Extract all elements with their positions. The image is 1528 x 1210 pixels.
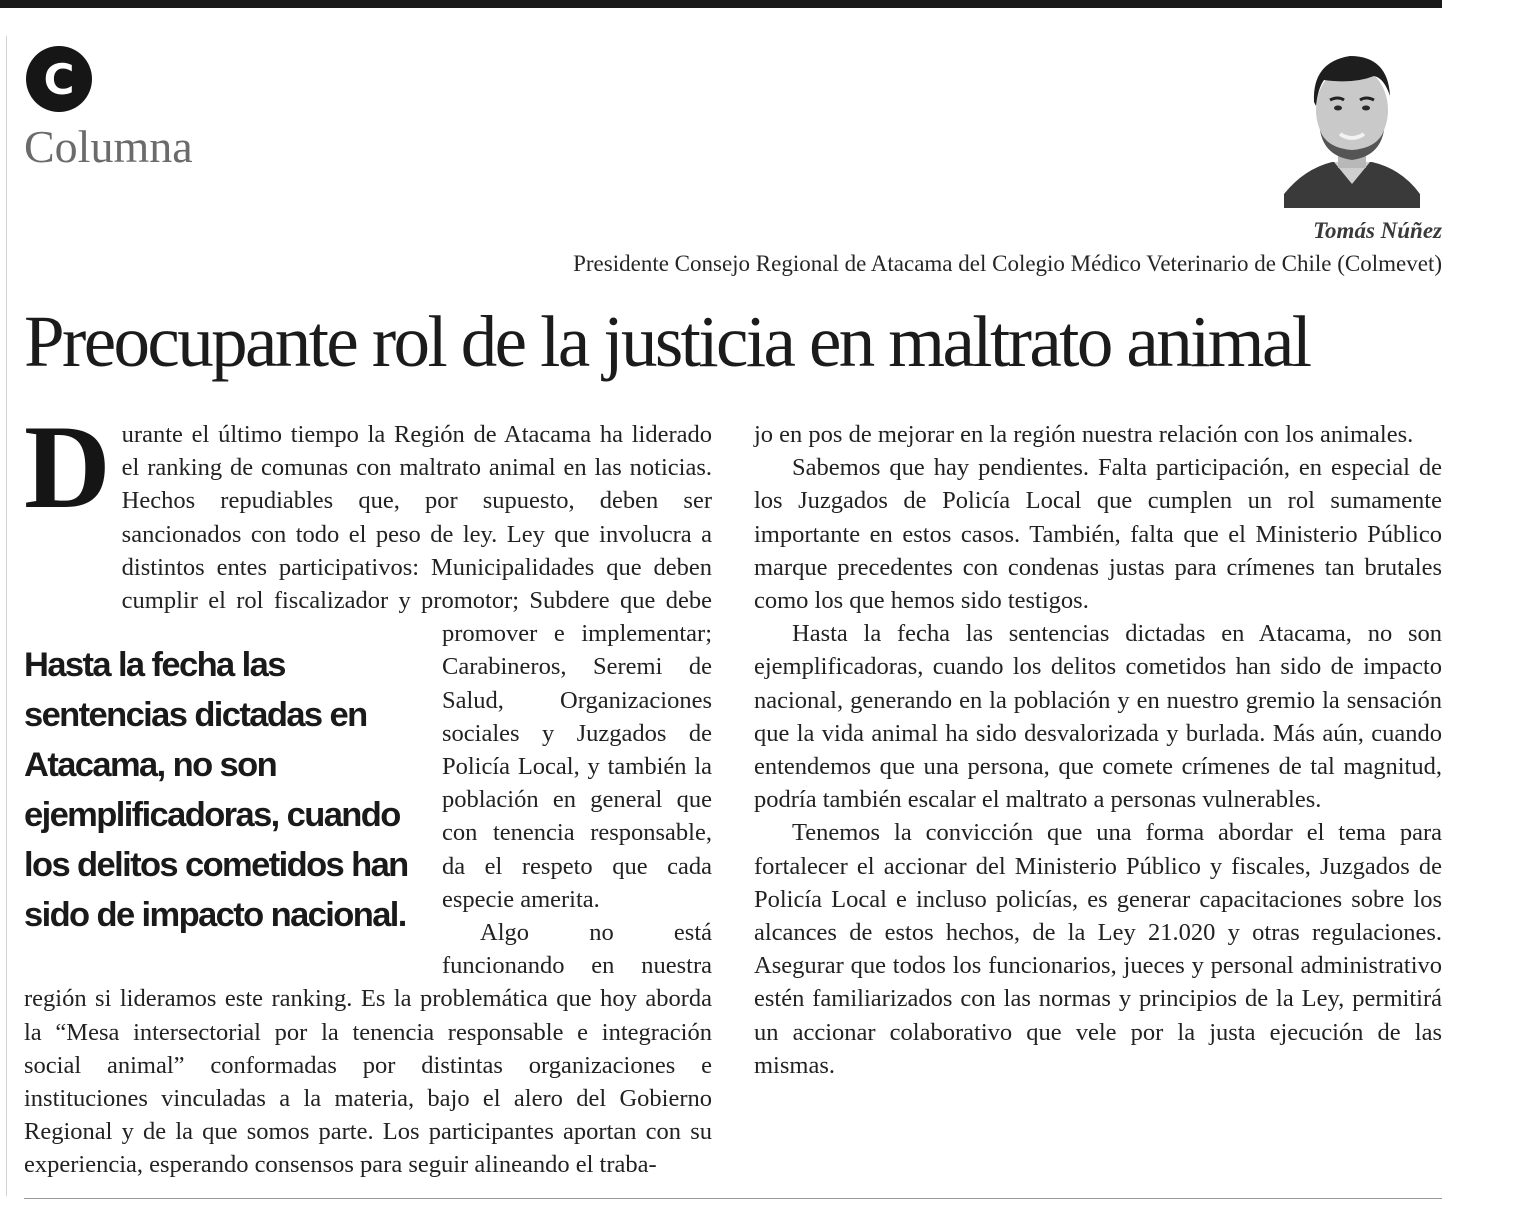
- headline: Preocupante rol de la justicia en maltrato animal: [24, 301, 1310, 382]
- body-paragraph: Hasta la fecha las sentencias dictadas en Atacama, no son ejemplificadoras, cuando los delitos cometidos han sido de impacto nacional, generando en la población y en nuestro gremio la sensación que la vida animal ha sido desvalorizada y burlada. Más aún, cuando entendemos que una persona, que comete crímenes de tal magnitud, podría también escalar el maltrato a personas vulnerables.: [754, 620, 1442, 814]
- author-photo: [1284, 44, 1420, 208]
- author-role: Presidente Consejo Regional de Atacama del Colegio Médico Veterinario de Chile (Colmevet): [573, 251, 1442, 276]
- body-paragraph: urante el último tiempo la Región de Atacama ha liderado el ranking de comunas con maltrato animal en las noticias. Hechos repudiables que, por supuesto, deben ser sancionados con todo el peso de ley. Ley que involucra a distintos entes participativos: Municipalidades que deben cumplir el rol fiscalizador y promotor; Subdere que debe promover e implementar; Carabineros, Seremi de Salud, Organizaciones sociales y Juzgados de Policía Local, y también la población en general que con tenencia responsable, da el respeto que cada especie amerita.: [121, 421, 712, 913]
- section-label: Columna: [24, 121, 193, 172]
- drop-cap: D: [24, 400, 111, 533]
- left-margin-rule: [6, 36, 7, 1196]
- top-rule: [0, 0, 1442, 8]
- bottom-rule: [24, 1198, 1442, 1199]
- article-column-right: [754, 418, 1442, 1082]
- body-paragraph: Sabemos que hay pendientes. Falta participación, en especial de los Juzgados de Policía Local que cumplen un rol sumamente importante en estos casos. También, falta que el Ministerio Público marque precedentes con condenas justas para crímenes tan brutales como los que hemos sido testigos.: [754, 454, 1442, 615]
- body-paragraph: Tenemos la convicción que una forma abordar el tema para fortalecer el accionar del Ministerio Público y fiscales, Juzgados de Policía Local e incluso policías, es generar capacitaciones sobre los alcances de estos hechos, de la Ley 21.020 y otras regulaciones. Asegurar que todos los funcionarios, jueces y personal administrativo estén familiarizados con las normas y principios de la Ley, permitirá un accionar colaborativo que vele por la justa ejecución de las mismas.: [754, 819, 1442, 1079]
- article-column-left: [24, 400, 712, 1198]
- body-paragraph: Algo no está funcionando en nuestra región si lideramos este ranking. Es la problemática que hoy aborda la “Mesa intersectorial por la tenencia responsable e integración social animal” conformadas por distintas organizaciones e instituciones vinculadas a la materia, bajo el alero del Gobierno Regional y de la que somos parte. Los participantes aportan con su experiencia, esperando consensos para seguir alineando el traba-: [24, 919, 712, 1179]
- body-paragraph: jo en pos de mejorar en la región nuestra relación con los animales.: [754, 421, 1414, 448]
- author-name: Tomás Núñez: [1313, 218, 1442, 243]
- pull-quote: Hasta la fecha las sentencias dictadas en Atacama, no son ejemplificadoras, cuando los delitos cometidos han sido de impacto nacional.: [24, 646, 408, 934]
- section-badge: C: [26, 46, 92, 112]
